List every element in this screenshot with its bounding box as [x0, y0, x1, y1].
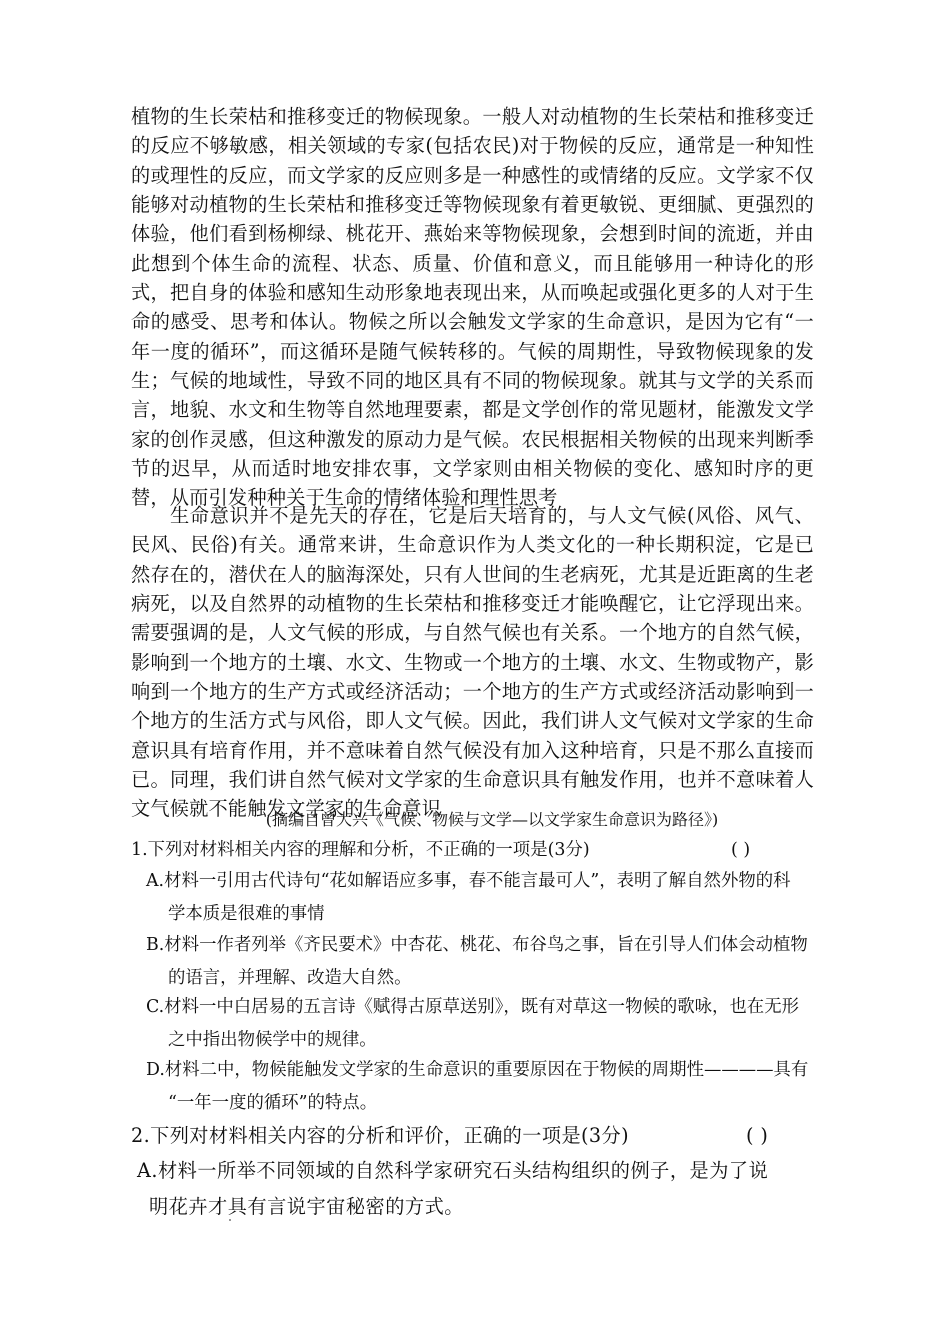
question-2-option-a: [137, 1153, 813, 1225]
option-c-line-2: 之中指出物候学中的规律。: [168, 1030, 377, 1050]
question-2-text: 2.下列对材料相关内容的分析和评价，正确的一项是(3分): [131, 1124, 629, 1147]
option-d-line-1: D.材料二中，物候能触发文学家的生命意识的重要原因在于物候的周期性————具有: [146, 1060, 809, 1080]
question-1-option-c: [146, 991, 814, 1057]
question-1-option-b: [146, 929, 814, 995]
question-1-option-d: [146, 1054, 814, 1120]
question-2-stem: [131, 1122, 831, 1150]
question-2-answer-blank: ( ): [746, 1124, 769, 1147]
option-b-line-2: 的语言，并理解、改造大自然。: [168, 968, 412, 988]
question-1-answer-blank: ( ): [731, 840, 751, 860]
question-1-option-a: [146, 865, 814, 931]
passage-paragraph-2: 生命意识并不是先天的存在，它是后天培育的，与人文气候(风俗、风气、民风、民俗)有关。通常来讲，生命意识作为人类文化的一种长期积淀，它是已然存在的，潜伏在人的脑海深处，只有人世间的生老病死，尤其是近距离的生老病死，以及自然界的动植物的生长荣枯和推移变迁才能唤醒它，让它浮现出来。需要强调的是，人文气候的形成，与自然气候也有关系。一个地方的自然气候，影响到一个地方的土壤、水文、生物或一个地方的土壤、水文、生物或物产，影响到一个地方的生产方式或经济活动；一个地方的生产方式或经济活动影响到一个地方的生活方式与风俗，即人文气候。因此，我们讲人文气候对文学家的生命意识具有培育作用，并不意味着自然气候没有加入这种培育，只是不那么直接而已。同理，我们讲自然气候对文学家的生命意识具有触发作用，也并不意味着人文气候就不能触发文学家的生命意识: [131, 504, 814, 821]
option-d-line-2: “一年一度的循环”的特点。: [168, 1093, 378, 1113]
option-b-line-1: B.材料一作者列举《齐民要术》中杏花、桃花、布谷鸟之事，旨在引导人们体会动植物: [146, 935, 808, 955]
option-a-line-2: 学本质是很难的事情: [168, 904, 325, 924]
scan-speck: [229, 1219, 231, 1221]
q2-option-a-line-1: A.材料一所举不同领域的自然科学家研究石头结构组织的例子，是为了说: [137, 1159, 769, 1182]
question-1-text: 1.下列对材料相关内容的理解和分析，不正确的一项是(3分): [131, 840, 590, 860]
source-citation: (摘编自曾大兴《气候、物候与文学—以文学家生命意识为路径》): [265, 810, 719, 829]
option-c-line-1: C.材料一中白居易的五言诗《赋得古原草送别》，既有对草这一物候的歌咏，也在无形: [146, 997, 799, 1017]
option-a-line-1: A.材料一引用古代诗句“花如解语应多事，春不能言最可人”，表明了解自然外物的科: [146, 871, 791, 891]
question-1-stem: [131, 838, 821, 862]
passage-paragraph-1: 植物的生长荣枯和推移变迁的物候现象。一般人对动植物的生长荣枯和推移变迁的反应不够敏感，相关领域的专家(包括农民)对于物候的反应，通常是一种知性的或理性的反应，而文学家的反应则多是一种感性的或情绪的反应。文学家不仅能够对动植物的生长荣枯和推移变迁等物候现象有着更敏锐、更细腻、更强烈的体验，他们看到杨柳绿、桃花开、燕始来等物候现象，会想到时间的流逝，并由此想到个体生命的流程、状态、质量、价值和意义，而且能够用一种诗化的形式，把自身的体验和感知生动形象地表现出来，从而唤起或强化更多的人对于生命的感受、思考和体认。物候之所以会触发文学家的生命意识，是因为它有“一年一度的循环”，而这循环是随气候转移的。气候的周期性，导致物候现象的发生；气候的地域性，导致不同的地区具有不同的物候现象。就其与文学的关系而言，地貌、水文和生物等自然地理要素，都是文学创作的常见题材，能激发文学家的创作灵感，但这种激发的原动力是气候。农民根据相关物候的出现来判断季节的迟早，从而适时地安排农事，文学家则由相关物候的变化、感知时序的更替，从而引发种种关于生命的情绪体验和理性思考: [131, 105, 814, 510]
q2-option-a-line-2: 明花卉才具有言说宇宙秘密的方式。: [149, 1195, 464, 1218]
